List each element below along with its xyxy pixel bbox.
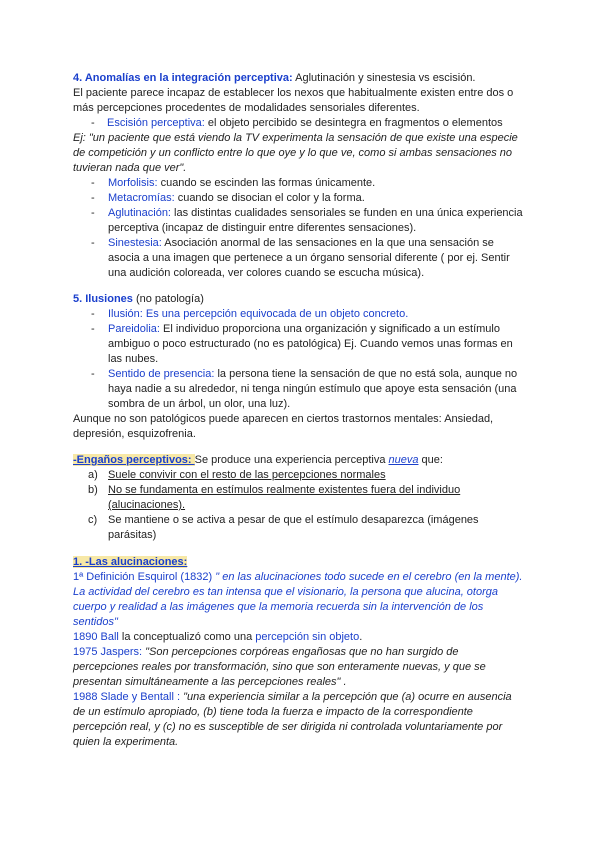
list-item-term: Sinestesia: xyxy=(108,237,162,249)
enganos-item-text: Suele convivir con el resto de las percepciones normales xyxy=(108,469,386,481)
list-item-text: una audición coloreada, ver colores cuando se escucha música). xyxy=(108,267,425,279)
alucinaciones-heading: 1. -Las alucinaciones: xyxy=(73,556,188,568)
list-item-line xyxy=(73,266,535,281)
enganos-item-text: Se mantiene o se activa a pesar de que el estímulo desaparezca (imágenes xyxy=(108,514,479,526)
ball-end: . xyxy=(359,631,363,643)
ball-year: 1890 Ball xyxy=(73,631,119,643)
ball-term: percepción sin objeto xyxy=(255,631,360,643)
list-item-line xyxy=(73,337,535,352)
bullet-dash: - xyxy=(91,177,95,189)
list-item-line xyxy=(73,397,535,412)
enganos-item-line xyxy=(73,528,535,543)
list-item-text: El individuo proporciona una organización y significado a un estímulo xyxy=(159,323,500,335)
example-line-3: tuvieran nada que ver". xyxy=(73,162,187,174)
enganos-item-marker: b) xyxy=(88,484,98,496)
escision-desc: el objeto percibido se desintegra en fragmentos o elementos xyxy=(204,117,503,129)
intro-line-1: El paciente parece incapaz de establecer los nexos que habitualmente existen entre dos o xyxy=(73,87,514,99)
list-item-text: sombra de un árbol, un olor, una luz). xyxy=(108,398,291,410)
example-line-1: Ej: "un paciente que está viendo la TV experimenta la sensación de que existe una especie xyxy=(73,132,518,144)
jaspers-line-3: presentan simultáneamente a las percepciones reales" . xyxy=(73,676,347,688)
enganos-intro xyxy=(73,453,535,468)
slade-bentall-line-1 xyxy=(73,690,535,705)
section-alucinaciones xyxy=(73,555,535,750)
ball-text: la conceptualizó como una xyxy=(118,631,256,643)
bullet-dash: - xyxy=(91,207,95,219)
slade-bentall-quote-1: "una experiencia similar a la percepción que (a) ocurre en ausencia xyxy=(183,691,512,703)
bullet-dash: - xyxy=(91,308,95,320)
list-item-text: las nubes. xyxy=(108,353,159,365)
escision-item xyxy=(73,116,535,131)
section-5-list xyxy=(73,307,535,412)
section-4-heading-rest: Aglutinación y sinestesia vs escisión. xyxy=(292,72,476,84)
enganos-item-marker: c) xyxy=(88,514,98,526)
list-item-text: asocia a una imagen que pertenece a un órgano sensorial diferente ( por ej. Sentir xyxy=(108,252,510,264)
section-enganos xyxy=(73,453,535,543)
esquirol-quote: " en las alucinaciones todo sucede en el cerebro (en la mente). xyxy=(215,571,523,583)
list-item-line xyxy=(73,191,535,206)
section-4-heading-line xyxy=(73,71,535,86)
esquirol-line-2: La actividad del cerebro es tan intensa que el visionario, la persona que alucina, otorga xyxy=(73,586,498,598)
list-item-text: cuando se disocian el color y la forma. xyxy=(174,192,365,204)
enganos-item-text: No se fundamenta en estímulos realmente existentes fuera del individuo xyxy=(108,484,461,496)
slade-bentall-line-3: percepción real, y (c) no es susceptible de ser dirigida ni controlada voluntariamente por xyxy=(73,721,503,733)
jaspers-quote-1: "Son percepciones corpóreas engañosas que no han surgido de xyxy=(145,646,459,658)
escision-term: Escisión perceptiva: xyxy=(107,117,205,129)
section-4-heading: 4. Anomalías en la integración perceptiva: xyxy=(73,72,293,84)
enganos-list xyxy=(73,468,535,543)
list-item-line xyxy=(73,236,535,251)
slade-bentall-line-2: de un estímulo apropiado, (b) tiene toda la fuerza e impacto de la correspondiente xyxy=(73,706,473,718)
enganos-item-marker: a) xyxy=(88,469,98,481)
list-item-term: Pareidolia: xyxy=(108,323,160,335)
enganos-text-1: Se produce una experiencia perceptiva xyxy=(194,454,389,466)
list-item-line xyxy=(73,251,535,266)
list-item-text: Asociación anormal de las sensaciones en la que una sensación se xyxy=(161,237,494,249)
enganos-label: -Engaños perceptivos: xyxy=(73,454,195,466)
list-item-text: perceptiva (incapaz de distinguir entre diferentes sensaciones). xyxy=(108,222,417,234)
alucinaciones-heading-line xyxy=(73,555,535,570)
outro-line-1: Aunque no son patológicos puede aparecen en ciertos trastornos mentales: Ansiedad, xyxy=(73,413,494,425)
bullet-dash: - xyxy=(91,368,95,380)
list-item-line xyxy=(73,206,535,221)
list-item-line xyxy=(73,352,535,367)
esquirol-line-3: cuerpo y realidad a las imágenes que la memoria recuerda sin la intervención de los xyxy=(73,601,484,613)
list-item-text: las distintas cualidades sensoriales se funden en una única experiencia xyxy=(171,207,523,219)
enganos-item-text: parásitas) xyxy=(108,529,157,541)
esquirol-line-4: sentidos" xyxy=(73,616,118,628)
list-item-line xyxy=(73,307,535,322)
section-ilusiones xyxy=(73,292,535,442)
esquirol-label: 1ª Definición Esquirol (1832) xyxy=(73,571,216,583)
list-item-text: ambiguo o poco estructurado (no es patológica) Ej. Cuando vemos unas formas en xyxy=(108,338,513,350)
list-item-term: Morfolisis: xyxy=(108,177,158,189)
list-item-term: Sentido de presencia: xyxy=(108,368,215,380)
bullet-dash: - xyxy=(91,192,95,204)
list-item-term: Ilusión: Es una percepción equivocada de un objeto concreto. xyxy=(108,308,409,320)
bullet-dash: - xyxy=(91,237,95,249)
list-item-text: cuando se escinden las formas únicamente. xyxy=(157,177,376,189)
list-item-term: Aglutinación: xyxy=(108,207,171,219)
enganos-item-line xyxy=(73,513,535,528)
ball-line xyxy=(73,630,535,645)
section-integracion-perceptiva xyxy=(73,71,535,281)
list-item-line xyxy=(73,382,535,397)
list-item-term: Metacromías: xyxy=(108,192,175,204)
slade-bentall-label: 1988 Slade y Bentall : xyxy=(73,691,184,703)
section-4-list xyxy=(73,176,535,281)
enganos-nueva: nueva xyxy=(388,454,419,466)
example-line-2: de competición y un conflicto entre lo que oye y lo que ve, como si ambas sensaciones no xyxy=(73,147,513,159)
list-item-text: la persona tiene la sensación de que no está sola, aunque no xyxy=(214,368,518,380)
section-5-heading: 5. Ilusiones xyxy=(73,293,133,305)
enganos-item-line xyxy=(73,498,535,513)
bullet-dash: - xyxy=(91,323,95,335)
jaspers-label: 1975 Jaspers: xyxy=(73,646,146,658)
intro-line-2: más percepciones procedentes de modalidades sensoriales diferentes. xyxy=(73,102,420,114)
enganos-item-line xyxy=(73,483,535,498)
enganos-item-line xyxy=(73,468,535,483)
enganos-text-2: que: xyxy=(418,454,443,466)
section-5-heading-rest: (no patología) xyxy=(132,293,204,305)
slade-bentall-line-4: quien la experimenta. xyxy=(73,736,179,748)
bullet-dash: - xyxy=(91,117,95,129)
outro-line-2: depresión, esquizofrenia. xyxy=(73,428,196,440)
list-item-text: haya nadie a su alrededor, ni tenga ningún estímulo que apoye esta sensación (una xyxy=(108,383,517,395)
list-item-line xyxy=(73,322,535,337)
enganos-item-text: (alucinaciones). xyxy=(108,499,186,511)
jaspers-line-1 xyxy=(73,645,535,660)
esquirol-line-1 xyxy=(73,570,535,585)
jaspers-line-2: percepciones reales por transformación, sino que son enteramente nuevas, y que se xyxy=(73,661,486,673)
list-item-line xyxy=(73,176,535,191)
list-item-line xyxy=(73,221,535,236)
section-5-heading-line xyxy=(73,292,535,307)
list-item-line xyxy=(73,367,535,382)
